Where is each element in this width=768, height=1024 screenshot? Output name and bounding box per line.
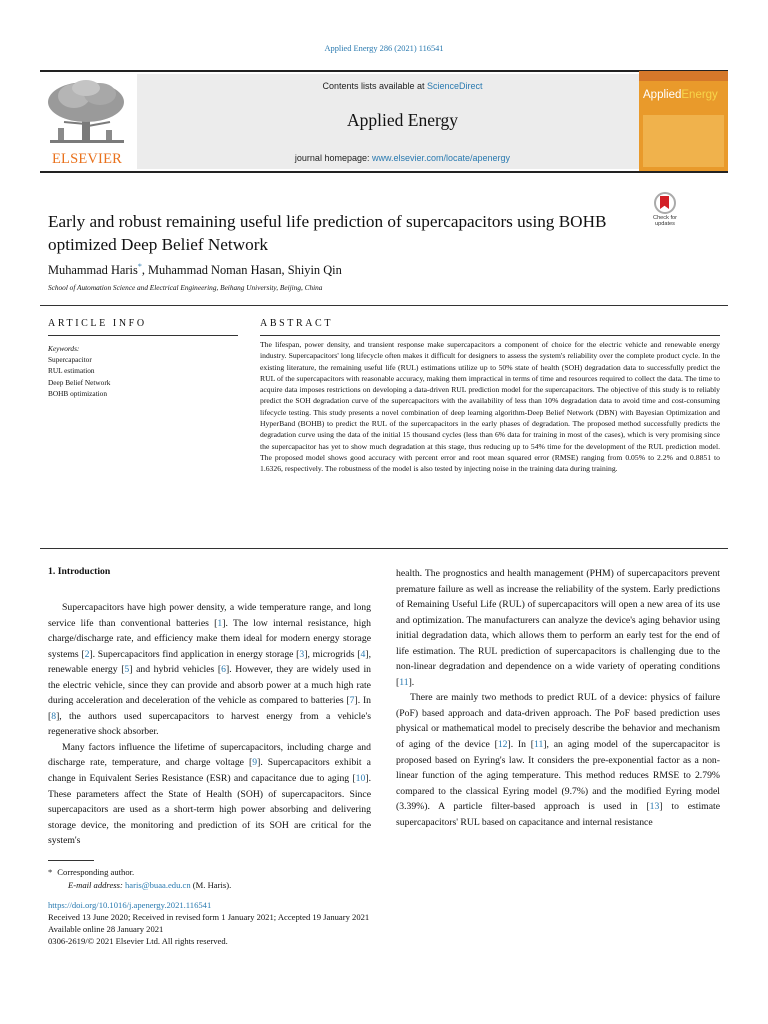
paragraph-text: ]. These parameters affect the State of Health (SOH) of supercapacitors. Since supercapacitors are used as a short-term high power absorbing and delivering storage device, the monitoring and prediction of its SOH are critical for the system's xyxy=(48,773,371,847)
email-label: E-mail address: xyxy=(68,880,123,890)
check-updates-line2: updates xyxy=(655,221,675,227)
journal-homepage-link[interactable]: www.elsevier.com/locate/apenergy xyxy=(371,153,511,163)
footnote-mark: * xyxy=(48,867,53,877)
masthead-top-rule xyxy=(40,70,728,72)
co-authors: , Muhammad Noman Hasan, Shiyin Qin xyxy=(141,263,342,278)
footnote xyxy=(48,866,232,892)
cover-title-b: Energy xyxy=(681,89,718,101)
received-dates: Received 13 June 2020; Received in revised form 1 January 2021; Accepted 19 January 2021 xyxy=(48,912,370,922)
citation-link[interactable]: 7 xyxy=(349,695,355,707)
journal-cover-image xyxy=(639,71,728,171)
copyright: 0306-2619/© 2021 Elsevier Ltd. All rights reserved. xyxy=(48,936,228,946)
elsevier-wordmark: ELSEVIER xyxy=(51,151,123,167)
article-footer xyxy=(48,899,369,947)
paragraph-text: ] and hybrid vehicles [ xyxy=(129,664,222,676)
cover-title-a: Applied xyxy=(643,89,682,101)
body-paragraph xyxy=(48,600,371,740)
paragraph-text: ], microgrids [ xyxy=(304,648,361,660)
abstract-text: The lifespan, power density, and transient response make supercapacitors a component of choice for the electric vehicle and renewable energy industry. Supercapacitors' long lifecycle often makes it difficult for designers to assess the system's reliability over the complete product cycle. In the existing literature, the remaining useful life (RUL) estimations utilize up to 50% state of health (SOH) degradation data to successfully predict the RUL of the supercapacitors with reasonable accuracy, making them impractical in terms of time and resources required to collect the data. The time to acquire data imposes restrictions on developing a data-driven RUL prediction model for the supercapacitors. The objective of this study is to reliably predict the SOH degradation curve of the supercapacitors with the availability of less than 10% degradation data to avoid time and cost-consuming lifecycle testing. This study presents a novel combination of deep learning algorithm-Deep Belief Network (DBN) with Bayesian Optimization and HyperBand (BOHB) to predict the RUL of the supercapacitors in the early phases of degradation. The proposed method successfully predicts the degradation curve using the data of the initial 15 thousand cycles (less than 6% data for training in most of the cases), which is very promising since the supercapacitor has yet to show much degradation at this stage, thus reducing up to 54% time for the development of the RUL prediction model. The proposed model shows good accuracy with percent error and root mean squared error (RMSE) ranging from 0.05% to 2.2% and 0.8851 to 1.6326, respectively. The robustness of the model is also tested by injecting noise in the training data during training. xyxy=(260,340,720,474)
keywords-label: Keywords: xyxy=(48,344,80,353)
header-divider xyxy=(40,305,728,306)
email-suffix: (M. Haris). xyxy=(190,880,232,890)
sciencedirect-link[interactable]: ScienceDirect xyxy=(427,81,483,91)
journal-title: Applied Energy xyxy=(347,110,458,130)
paragraph-text: ]. However, they are widely used in the electric vehicle, since they can provide and absorb power at a much high rate during acceleration and deceleration of the vehicle as compared to batteries [ xyxy=(48,664,371,707)
keyword-item: Deep Belief Network xyxy=(48,377,111,387)
homepage-prefix: journal homepage: xyxy=(294,153,372,163)
body-paragraph xyxy=(48,740,371,849)
corresponding-author-note xyxy=(48,866,231,879)
body-column-right xyxy=(396,566,720,830)
contents-prefix: Contents lists available at xyxy=(322,81,428,91)
paragraph-text: ]. Supercapacitors exhibit a change in Equivalent Series Resistance (ESR) and capacitance due to aging [ xyxy=(48,757,371,785)
check-updates-line1: Check for xyxy=(653,215,677,221)
check-updates-text xyxy=(645,215,685,227)
first-author[interactable]: Muhammad Haris xyxy=(48,263,138,278)
journal-masthead xyxy=(40,70,728,173)
masthead-center-band xyxy=(137,74,668,169)
paragraph-text: ]. In [ xyxy=(48,695,372,722)
article-info-heading: ARTICLE INFO xyxy=(48,318,147,329)
email-line xyxy=(58,879,231,892)
author-list xyxy=(48,262,342,278)
keywords-block xyxy=(48,343,238,399)
journal-homepage-line xyxy=(137,153,668,163)
citation-link[interactable]: 11 xyxy=(533,739,544,751)
paragraph-text: ]. Supercapacitors find application in energy storage [ xyxy=(89,648,300,660)
paragraph-text: ], an aging model of the supercapacitor is proposed based on Eyring's law. It considers the pre-exponential factor as a non-linear function of the aging temperature. This method reduces RMSE to 2.79% compared to the classical Eyring model (9.7%) and the modified Eyring model (3.39%). A particle filter-based approach is used in [ xyxy=(396,739,720,813)
contents-available-line xyxy=(137,81,668,91)
footnote-rule xyxy=(48,860,94,861)
citation-link[interactable]: 3 xyxy=(299,648,305,660)
keyword-item: RUL estimation xyxy=(48,366,95,376)
keyword-item: BOHB optimization xyxy=(48,388,107,398)
introduction-heading: 1. Introduction xyxy=(48,566,111,577)
paragraph-text: There are mainly two methods to predict RUL of a device: physics of failure (PoF) based approach and data-driven approach. The PoF based prediction uses physical or mathematical model to precisely describe the behavior and mechanism of aging of the device [ xyxy=(396,692,720,751)
body-column-left xyxy=(48,600,371,849)
email-link[interactable]: haris@buaa.edu.cn xyxy=(124,880,191,890)
article-info-rule xyxy=(48,335,238,336)
cover-title xyxy=(643,89,718,101)
cover-panel xyxy=(643,115,724,167)
body-paragraph xyxy=(396,566,720,690)
affiliation: School of Automation Science and Electrical Engineering, Beihang University, Beijing, China xyxy=(48,283,323,292)
paragraph-text: Supercapacitors have high power density, a wide temperature range, and long service life than conventional batteries [ xyxy=(48,602,371,629)
corresponding-label: Corresponding author. xyxy=(57,867,135,877)
citation-link[interactable]: 2 xyxy=(84,648,90,660)
citation-link[interactable]: 12 xyxy=(497,739,508,751)
paragraph-text: health. The prognostics and health management (PHM) of supercapacitors prevent premature failure as well as increase the reliability of the system. Early predictions of Remaining Useful Life (RUL) of supercapacitors will open a new area of its use and optimization. The manufacturers can analyze the device's aging behavior using initial degradation data, which allows them to perform an early test for the end of life estimation. The RUL prediction of supercapacitors is challenging due to the non-linear degradation and dependence on a wide variety of operating conditions [ xyxy=(396,568,720,688)
citation-link[interactable]: 1 xyxy=(217,617,223,629)
elsevier-logo xyxy=(44,78,130,170)
paragraph-text: ]. The low internal resistance, high charge/discharge rate, and efficiency make them ideal for modern energy storage systems [ xyxy=(48,617,371,660)
doi-link[interactable]: https://doi.org/10.1016/j.apenergy.2021.116541 xyxy=(48,900,212,910)
citation-link[interactable]: 11 xyxy=(399,676,409,688)
citation-link[interactable]: 9 xyxy=(252,757,258,769)
masthead-bottom-rule xyxy=(40,171,728,173)
cover-top-strip xyxy=(639,71,728,81)
citation-link[interactable]: 8 xyxy=(51,710,57,722)
citation-link[interactable]: 4 xyxy=(360,648,366,660)
abstract-rule xyxy=(260,335,720,336)
tree-of-knowledge-icon xyxy=(44,78,130,150)
paragraph-text: ] to estimate supercapacitors' RUL based on capacitance and internal resistance xyxy=(396,801,720,828)
citation-link[interactable]: 10 xyxy=(355,773,366,785)
abstract-heading: ABSTRACT xyxy=(260,318,334,329)
paper-title: Early and robust remaining useful life prediction of supercapacitors using BOHB optimized Deep Belief Network xyxy=(48,212,607,254)
corresponding-author-mark[interactable]: * xyxy=(137,262,142,271)
journal-reference-link[interactable]: Applied Energy 286 (2021) 116541 xyxy=(324,44,444,53)
check-for-updates-badge[interactable] xyxy=(645,192,685,232)
paragraph-text: ], renewable energy [ xyxy=(48,648,372,676)
keyword-item: Supercapacitor xyxy=(48,355,92,365)
paragraph-text: Many factors influence the lifetime of supercapacitors, including charge and discharge rate, temperature, and charge voltage [ xyxy=(48,741,371,769)
body-paragraph xyxy=(396,690,720,830)
available-online: Available online 28 January 2021 xyxy=(48,924,164,934)
citation-link[interactable]: 13 xyxy=(649,801,660,813)
paragraph-text: ]. xyxy=(408,676,415,688)
citation-link[interactable]: 5 xyxy=(124,664,130,676)
abstract-divider xyxy=(40,548,728,549)
paragraph-text: ]. In [ xyxy=(507,739,534,751)
paragraph-text: ], the authors used supercapacitors to harvest energy from a vehicle's regenerative shock absorber. xyxy=(48,710,371,738)
citation-link[interactable]: 6 xyxy=(221,664,226,676)
